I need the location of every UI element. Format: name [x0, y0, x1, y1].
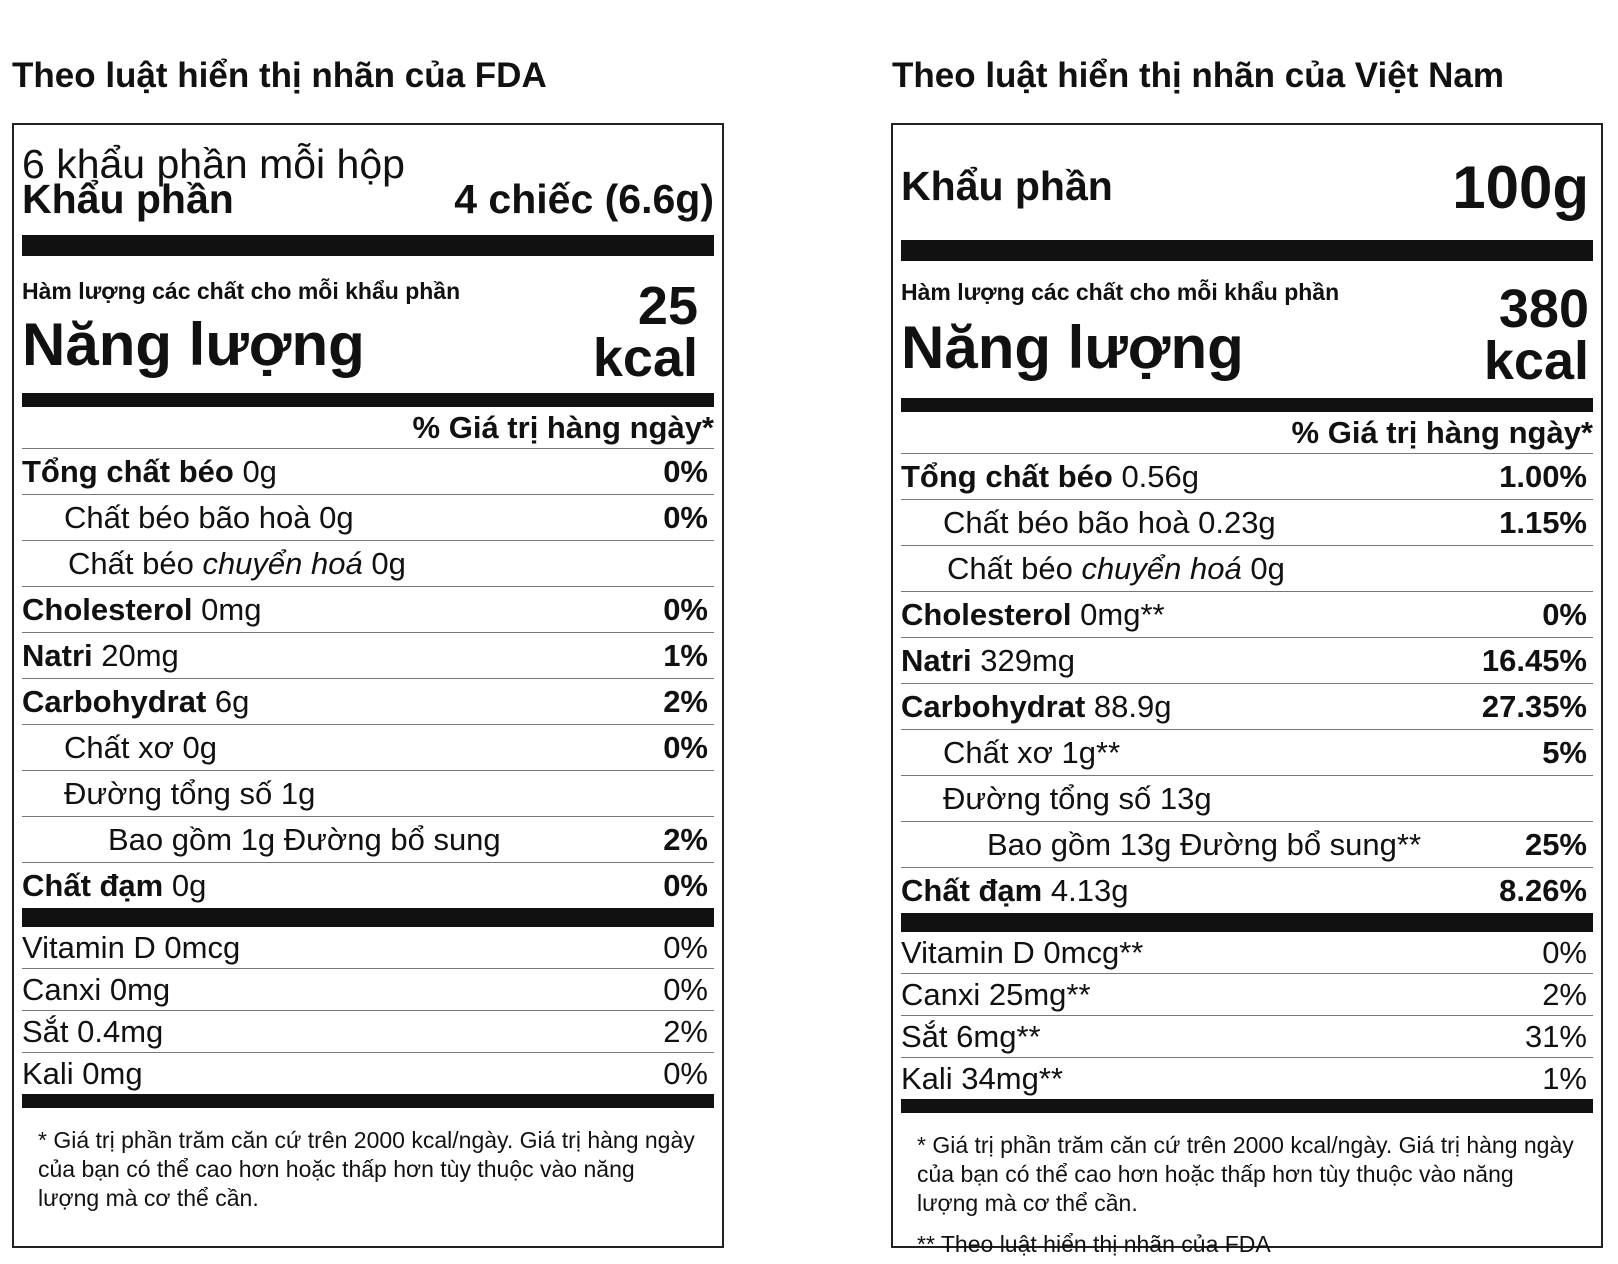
- nutrient-name: Carbohydrat: [901, 688, 1086, 724]
- nutrient-amount-after: 0g: [362, 545, 406, 581]
- nutrient-row: [901, 868, 1593, 913]
- calorie-number: 380: [1498, 279, 1589, 339]
- calorie-unit: kcal: [592, 328, 698, 388]
- nutrient-row: [22, 633, 714, 679]
- nutrient-name: Tổng chất béo: [901, 458, 1113, 494]
- energy-label: Năng lượng: [22, 311, 365, 378]
- nutrient-row: [22, 679, 714, 725]
- vitamin-label: Kali 34mg**: [901, 1060, 1063, 1096]
- vitamin-percent: 31%: [1524, 1018, 1587, 1054]
- nutrient-name: Natri: [901, 642, 972, 678]
- medium-divider: [22, 393, 714, 407]
- servings-per-container: 6 khẩu phần mỗi hộp: [22, 141, 405, 187]
- nutrient-row: [22, 449, 714, 495]
- calorie-value: [592, 276, 698, 388]
- nutrient-amount: 20mg: [92, 637, 179, 673]
- nutrient-percent: 1.00%: [1499, 458, 1587, 494]
- nutrient-amount: 329mg: [971, 642, 1076, 678]
- vitamin-row: [901, 1058, 1593, 1099]
- vitamin-row: [901, 974, 1593, 1016]
- vitamin-percent: 0%: [663, 929, 708, 965]
- nutrient-percent: 27.35%: [1481, 688, 1587, 724]
- nutrient-percent: 16.45%: [1481, 642, 1587, 678]
- vitamin-percent: 1%: [1542, 1060, 1587, 1096]
- vitamin-row: [22, 927, 714, 969]
- calorie-value: [1483, 279, 1589, 391]
- nutrient-amount: 0mg**: [1071, 596, 1165, 632]
- nutrient-name: Tổng chất béo: [22, 453, 234, 489]
- nutrient-percent: 0%: [663, 499, 708, 535]
- nutrient-amount: 0mg: [192, 591, 262, 627]
- daily-value-header: % Giá trị hàng ngày*: [22, 407, 714, 449]
- nutrient-amount: 6g: [206, 683, 250, 719]
- nutrient-amount: 0g: [163, 867, 207, 903]
- nutrient-row: [22, 863, 714, 908]
- nutrient-amount: 4.13g: [1042, 872, 1129, 908]
- nutrient-percent: 0%: [1542, 596, 1587, 632]
- vitamin-percent: 0%: [663, 1055, 708, 1091]
- nutrient-row: [901, 592, 1593, 638]
- nutrient-row: [901, 454, 1593, 500]
- vitamin-label: Vitamin D 0mcg: [22, 929, 241, 965]
- nutrient-amount: Chất xơ 1g**: [943, 734, 1121, 770]
- nutrient-percent: 0%: [663, 729, 708, 765]
- footnote: * Giá trị phần trăm căn cứ trên 2000 kcal/ngày. Giá trị hàng ngày của bạn có thể cao hơn hoặc thấp hơn tùy thuộc vào năng lượng mà cơ thể cần.: [38, 1127, 695, 1211]
- vitamin-label: Sắt 6mg**: [901, 1018, 1041, 1054]
- nutrient-percent: 8.26%: [1499, 872, 1587, 908]
- nutrient-percent: 0%: [663, 453, 708, 489]
- calorie-number: 25: [637, 276, 698, 336]
- nutrient-row: [901, 776, 1593, 822]
- nutrient-percent: 2%: [663, 821, 708, 857]
- per-serving-text: Hàm lượng các chất cho mỗi khẩu phần: [22, 278, 461, 304]
- nutrient-percent: 5%: [1542, 734, 1587, 770]
- vitamin-label: Vitamin D 0mcg**: [901, 934, 1144, 970]
- serving-size-value: 4 chiếc (6.6g): [454, 176, 714, 222]
- thick-divider: [901, 913, 1593, 932]
- nutrient-amount: 0g: [233, 453, 277, 489]
- thick-divider: [22, 235, 714, 256]
- nutrient-amount: 88.9g: [1085, 688, 1172, 724]
- nutrient-row: [901, 500, 1593, 546]
- vitamin-label: Canxi 25mg**: [901, 976, 1091, 1012]
- energy-label: Năng lượng: [901, 314, 1244, 381]
- medium-divider: [901, 398, 1593, 412]
- footnote: * Giá trị phần trăm căn cứ trên 2000 kcal/ngày. Giá trị hàng ngày của bạn có thể cao hơn hoặc thấp hơn tùy thuộc vào năng lượng mà cơ thể cần.: [917, 1132, 1574, 1216]
- nutrient-amount: Bao gồm 1g Đường bổ sung: [108, 821, 501, 857]
- vitamin-percent: 2%: [1542, 976, 1587, 1012]
- vitamin-percent: 2%: [663, 1013, 708, 1049]
- thick-divider: [22, 1094, 714, 1108]
- nutrient-row: [22, 587, 714, 633]
- nutrient-amount: Chất béo: [947, 550, 1082, 586]
- thick-divider: [22, 908, 714, 927]
- nutrient-name: Cholesterol: [901, 596, 1072, 632]
- nutrient-percent: 1%: [663, 637, 708, 673]
- vitamin-row: [901, 1016, 1593, 1058]
- nutrient-amount-italic: chuyển hoá: [202, 545, 363, 581]
- vitamin-row: [22, 1053, 714, 1094]
- nutrient-row: [901, 822, 1593, 868]
- nutrient-row: [22, 541, 714, 587]
- serving-size-value: 100g: [1452, 154, 1589, 221]
- daily-value-header: % Giá trị hàng ngày*: [901, 412, 1593, 454]
- nutrient-amount: Chất xơ 0g: [64, 729, 218, 765]
- calorie-section: [22, 256, 714, 393]
- nutrient-percent: 0%: [663, 591, 708, 627]
- vitamin-label: Canxi 0mg: [22, 971, 171, 1007]
- nutrient-amount: Đường tổng số 1g: [64, 775, 316, 811]
- serving-section: [22, 125, 714, 235]
- nutrient-percent: 0%: [663, 867, 708, 903]
- vitamin-label: Sắt 0.4mg: [22, 1013, 164, 1049]
- nutrient-amount: Chất béo bão hoà 0.23g: [943, 504, 1276, 540]
- nutrient-row: [22, 495, 714, 541]
- nutrient-amount: Đường tổng số 13g: [943, 780, 1212, 816]
- vitamin-row: [22, 969, 714, 1011]
- vitamin-label: Kali 0mg: [22, 1055, 143, 1091]
- footnote-fda-reference: ** Theo luật hiển thị nhãn của FDA: [917, 1231, 1271, 1257]
- nutrient-name: Chất đạm: [22, 867, 164, 903]
- nutrient-amount: Bao gồm 13g Đường bổ sung**: [987, 826, 1422, 862]
- calorie-unit: kcal: [1483, 331, 1589, 391]
- serving-section: [901, 125, 1593, 240]
- nutrient-row: [901, 546, 1593, 592]
- nutrient-amount-italic: chuyển hoá: [1081, 550, 1242, 586]
- nutrient-row: [901, 684, 1593, 730]
- per-serving-text: Hàm lượng các chất cho mỗi khẩu phần: [901, 279, 1340, 305]
- serving-size-label: Khẩu phần: [22, 176, 234, 222]
- nutrient-percent: 25%: [1524, 826, 1587, 862]
- nutrient-amount: 0.56g: [1112, 458, 1200, 494]
- vitamin-row: [22, 1011, 714, 1053]
- nutrient-percent: 2%: [663, 683, 708, 719]
- nutrient-percent: 1.15%: [1499, 504, 1587, 540]
- nutrient-amount: Chất béo bão hoà 0g: [64, 499, 354, 535]
- vitamin-percent: 0%: [1542, 934, 1587, 970]
- vn-nutrition-label: [891, 123, 1603, 1257]
- nutrient-name: Natri: [22, 637, 93, 673]
- fda-nutrition-label: [12, 123, 724, 1248]
- nutrient-row: [901, 638, 1593, 684]
- nutrient-row: [22, 771, 714, 817]
- nutrient-amount-after: 0g: [1241, 550, 1285, 586]
- serving-size-label: Khẩu phần: [901, 163, 1113, 209]
- fda-label-title: Theo luật hiển thị nhãn của FDA: [12, 56, 547, 95]
- vn-label-title: Theo luật hiển thị nhãn của Việt Nam: [892, 56, 1504, 95]
- calorie-section: [901, 261, 1593, 398]
- vitamin-percent: 0%: [663, 971, 708, 1007]
- nutrient-row: [22, 817, 714, 863]
- nutrient-amount: Chất béo: [68, 545, 203, 581]
- vitamin-row: [901, 932, 1593, 974]
- nutrient-name: Carbohydrat: [22, 683, 207, 719]
- nutrient-row: [22, 725, 714, 771]
- thick-divider: [901, 240, 1593, 261]
- nutrient-row: [901, 730, 1593, 776]
- nutrient-name: Chất đạm: [901, 872, 1043, 908]
- thick-divider: [901, 1099, 1593, 1113]
- nutrient-name: Cholesterol: [22, 591, 193, 627]
